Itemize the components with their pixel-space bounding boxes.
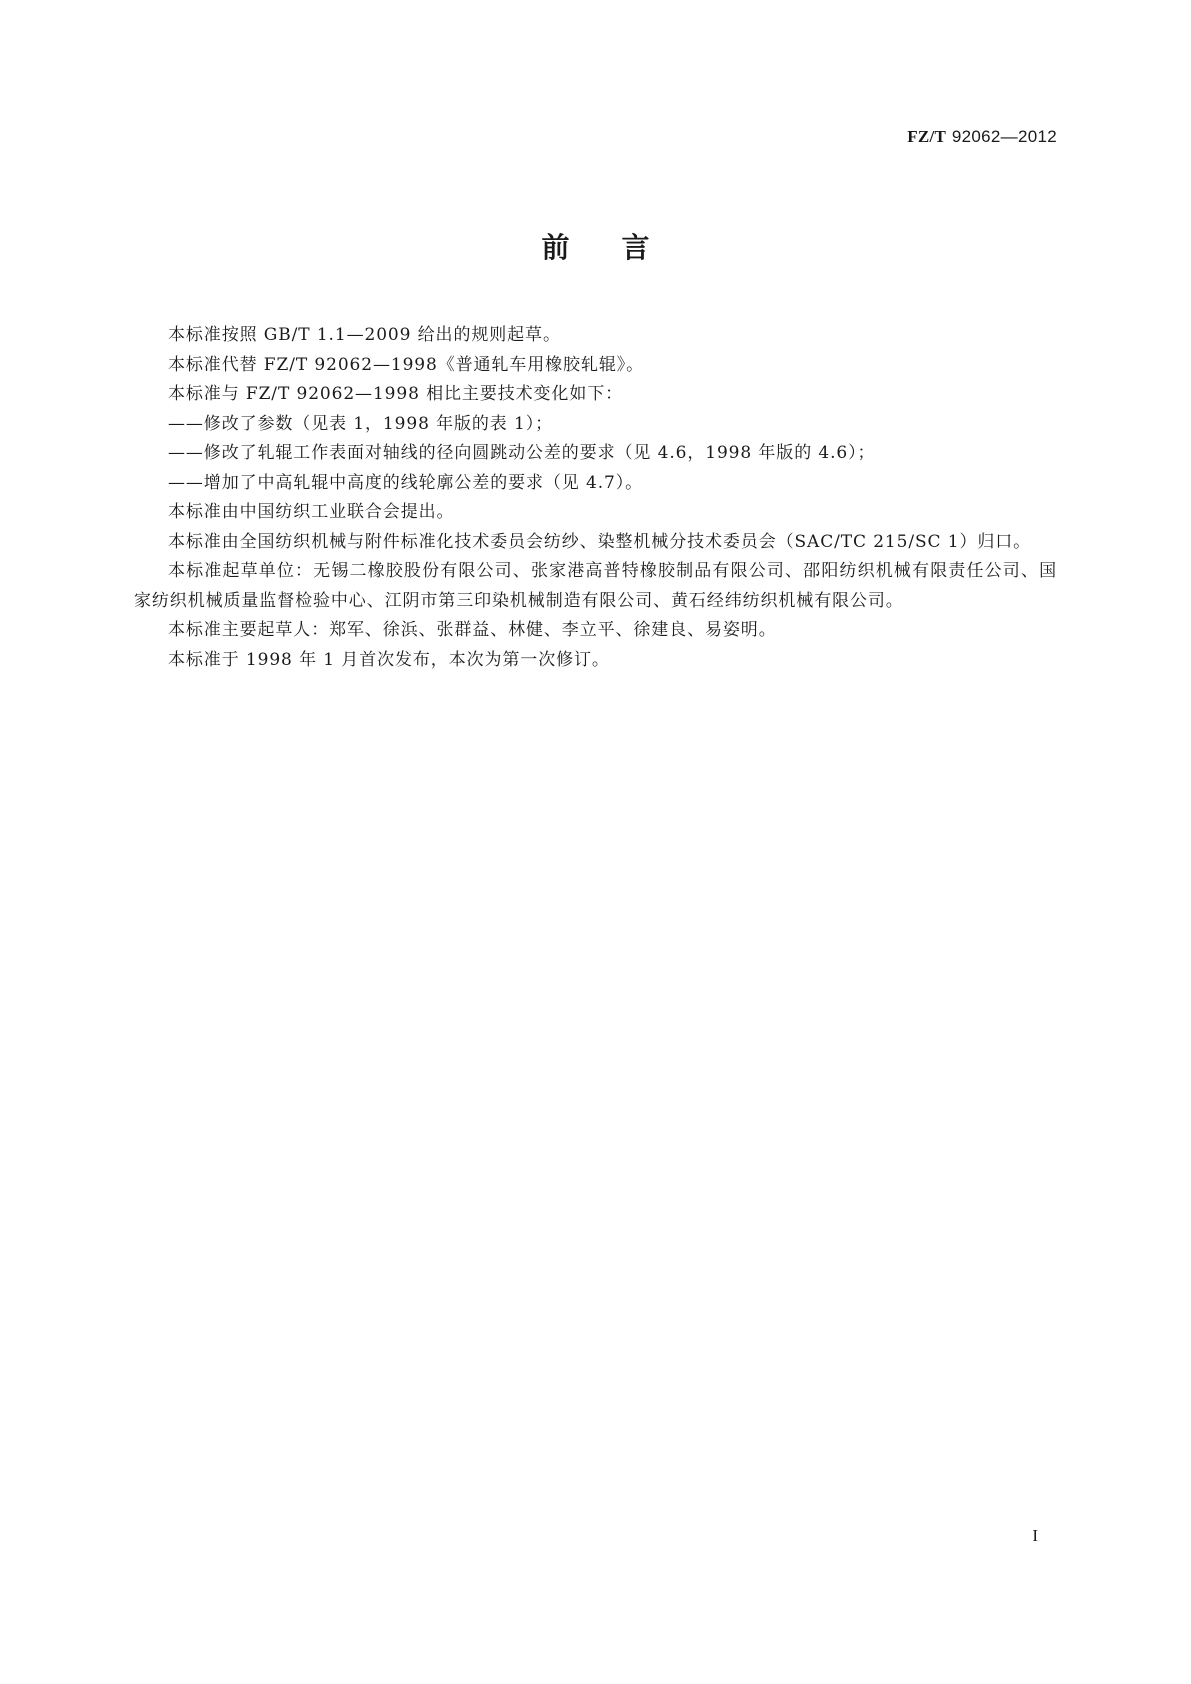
- change-item-crown-profile: ——增加了中高轧辊中高度的线轮廓公差的要求（见 4.7）。: [168, 472, 644, 493]
- change-item-radial-runout: ——修改了轧辊工作表面对轴线的径向圆跳动公差的要求（见 4.6，1998 年版的 4.6）；: [168, 443, 876, 463]
- change-item-parameters: ——修改了参数（见表 1，1998 年版的表 1）；: [168, 413, 554, 434]
- paragraph-proposed-by: 本标准由中国纺织工业联合会提出。: [168, 502, 455, 522]
- standard-code: [907, 127, 1057, 147]
- foreword-body: [134, 321, 1057, 675]
- paragraph-drafters: 本标准主要起草人：郑军、徐浜、张群益、林健、李立平、徐建良、易姿明。: [168, 620, 777, 640]
- paragraph-drafting-rules: 本标准按照 GB/T 1.1—2009 给出的规则起草。: [168, 325, 561, 345]
- paragraph-publication-history: 本标准于 1998 年 1 月首次发布，本次为第一次修订。: [168, 649, 610, 670]
- paragraph-drafting-units: 本标准起草单位：无锡二橡胶股份有限公司、张家港高普特橡胶制品有限公司、邵阳纺织机械有限责任公司、国家纺织机械质量监督检验中心、江阴市第三印染机械制造有限公司、黄石经纬纺织机械有限公司。: [134, 561, 1057, 611]
- standard-number: 92062—2012: [951, 127, 1057, 146]
- page-number: I: [1032, 1526, 1038, 1545]
- page-title: 前言: [541, 231, 702, 264]
- standard-prefix: FZ/T: [907, 127, 947, 146]
- paragraph-changes-intro: 本标准与 FZ/T 92062—1998 相比主要技术变化如下：: [168, 384, 624, 404]
- paragraph-replaces: 本标准代替 FZ/T 92062—1998《普通轧车用橡胶轧辊》。: [168, 354, 645, 375]
- paragraph-centralized-by: 本标准由全国纺织机械与附件标准化技术委员会纺纱、染整机械分技术委员会（SAC/TC 215/SC 1）归口。: [168, 531, 1032, 552]
